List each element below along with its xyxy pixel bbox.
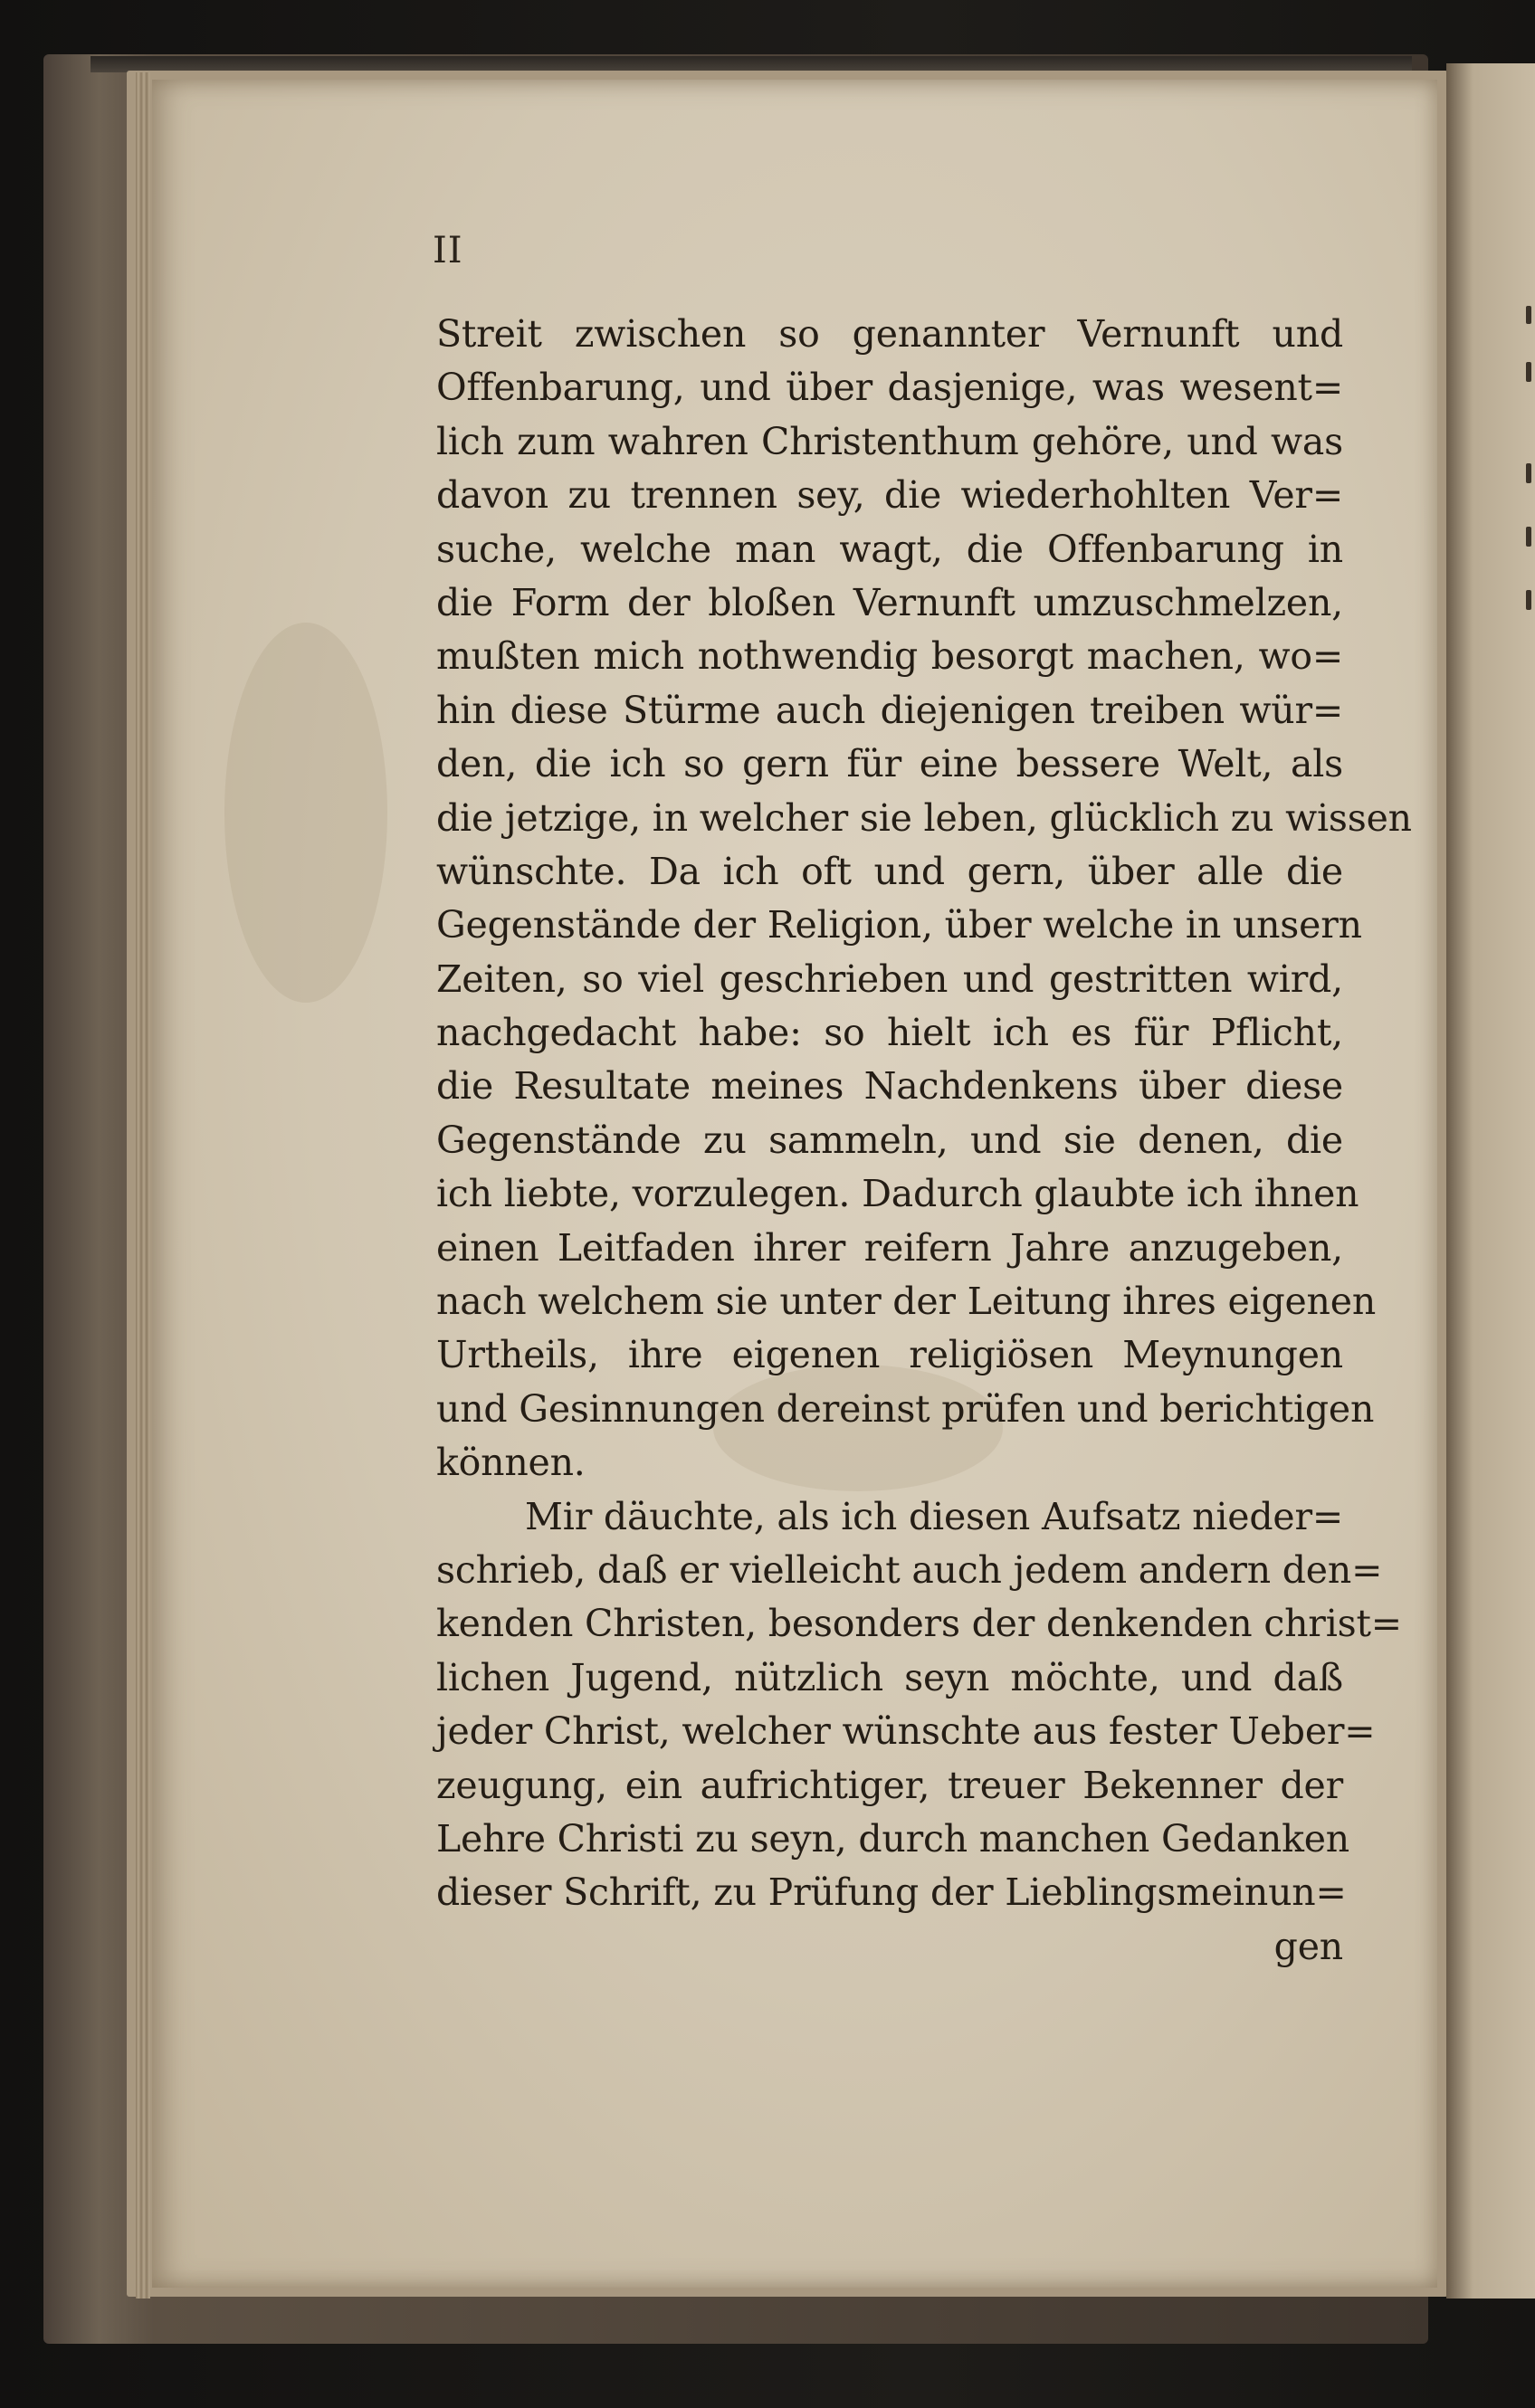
text-line: Zeiten, so viel geschrieben und gestritten wird, xyxy=(436,957,1343,1001)
text-line: und Gesinnungen dereinst prüfen und berichtigen xyxy=(436,1386,1375,1431)
text-line: hin diese Stürme auch diejenigen treiben wür= xyxy=(436,688,1343,732)
facing-page-edge xyxy=(1446,63,1535,2299)
text-line: wünschte. Da ich oft und gern, über alle die xyxy=(436,849,1343,893)
catchword: gen xyxy=(1273,1924,1343,1968)
facing-page-glyph xyxy=(1526,463,1531,483)
text-line: suche, welche man wagt, die Offenbarung in xyxy=(436,527,1343,571)
text-line: können. xyxy=(436,1441,586,1485)
text-line: zeugung, ein aufrichtiger, treuer Bekenner der xyxy=(436,1763,1343,1807)
text-line: einen Leitfaden ihrer reifern Jahre anzugeben, xyxy=(436,1225,1343,1270)
text-line: nachgedacht habe: so hielt ich es für Pflicht, xyxy=(436,1011,1343,1055)
facing-page-glyph xyxy=(1526,590,1531,610)
text-line: lich zum wahren Christenthum gehöre, und was xyxy=(436,419,1343,463)
text-line: ich liebte, vorzulegen. Dadurch glaubte ich ihnen xyxy=(436,1172,1359,1216)
page-fore-edge xyxy=(136,72,150,2299)
text-line: die Form der bloßen Vernunft umzuschmelzen, xyxy=(436,580,1343,624)
text-line: die Resultate meines Nachdenkens über diese xyxy=(436,1064,1343,1109)
facing-page-glyph xyxy=(1526,527,1531,547)
text-line: lichen Jugend, nützlich seyn möchte, und daß xyxy=(436,1655,1343,1699)
text-line: dieser Schrift, zu Prüfung der Lieblingsmeinun= xyxy=(436,1870,1347,1915)
text-line: den, die ich so gern für eine bessere Welt, als xyxy=(436,742,1343,786)
text-line: Gegenstände zu sammeln, und sie denen, die xyxy=(436,1118,1343,1162)
text-line: Streit zwischen so genannter Vernunft und xyxy=(436,312,1343,356)
text-line: kenden Christen, besonders der denkenden christ= xyxy=(436,1602,1402,1646)
text-line: schrieb, daß er vielleicht auch jedem andern den= xyxy=(436,1547,1383,1592)
text-line: mußten mich nothwendig besorgt machen, wo= xyxy=(436,634,1343,679)
facing-page-glyph xyxy=(1526,362,1531,382)
text-line: Gegenstände der Religion, über welche in unsern xyxy=(436,903,1362,947)
body-text xyxy=(436,308,1412,1974)
text-line: nach welchem sie unter der Leitung ihres eigenen xyxy=(436,1280,1377,1324)
text-line: jeder Christ, welcher wünschte aus fester Ueber= xyxy=(436,1709,1376,1754)
text-line: Urtheils, ihre eigenen religiösen Meynungen xyxy=(436,1333,1343,1377)
text-line: Lehre Christi zu seyn, durch manchen Gedanken xyxy=(436,1816,1349,1861)
page-number: II xyxy=(433,230,463,271)
paper-stain xyxy=(224,623,387,1003)
text-line: davon zu trennen sey, die wiederhohlten Ver= xyxy=(436,473,1343,518)
text-line: Offenbarung, und über dasjenige, was wesent= xyxy=(436,366,1343,410)
text-line: Mir däuchte, als ich diesen Aufsatz nieder= xyxy=(525,1494,1343,1538)
text-line: die jetzige, in welcher sie leben, glücklich zu wissen xyxy=(436,795,1412,840)
facing-page-glyph xyxy=(1526,306,1531,324)
